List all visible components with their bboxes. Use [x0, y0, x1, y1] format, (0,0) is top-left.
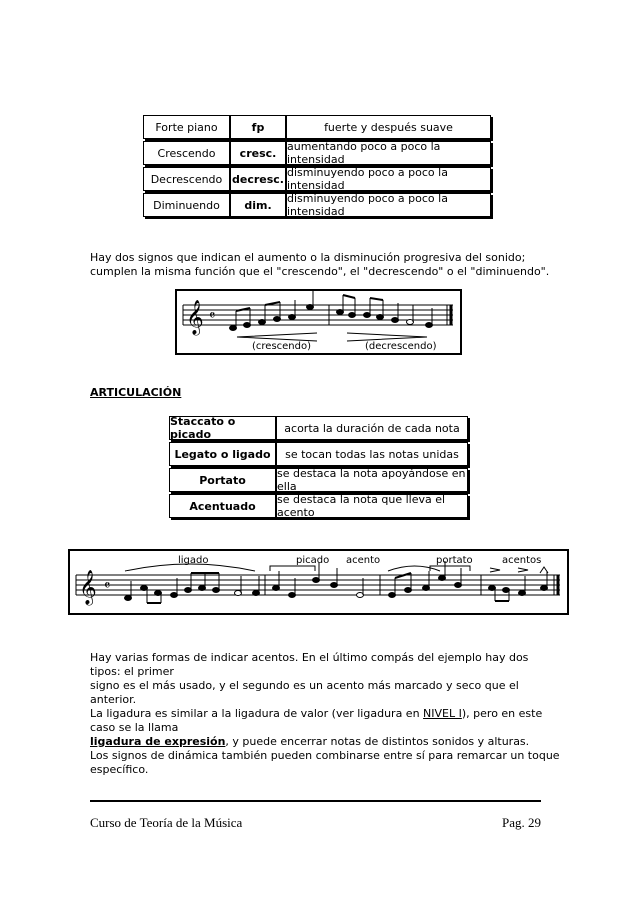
- music-example-dynamics: [175, 289, 462, 355]
- nivel-link[interactable]: NIVEL I: [423, 707, 462, 720]
- articulation-name: Legato o ligado: [169, 442, 276, 466]
- table-row: [143, 167, 491, 191]
- table-row: [143, 193, 491, 217]
- svg-text:𝄞: 𝄞: [186, 300, 204, 335]
- ligadura-expresion-term: ligadura de expresión: [90, 735, 226, 748]
- table-row: [143, 115, 491, 139]
- crescendo-label: (crescendo): [252, 341, 312, 352]
- table-row: [143, 141, 491, 165]
- dynamics-meaning: disminuyendo poco a poco la intensidad: [286, 167, 491, 191]
- footer-course-title: Curso de Teoría de la Música: [90, 815, 243, 830]
- articulation-name: Staccato o picado: [169, 416, 276, 440]
- dynamics-name: Crescendo: [143, 141, 230, 165]
- ligado-label: ligado: [178, 555, 209, 566]
- articulation-meaning: se tocan todas las notas unidas: [276, 442, 468, 466]
- dynamics-name: Diminuendo: [143, 193, 230, 217]
- text-line: ), pero en este caso se la llama: [90, 707, 543, 734]
- svg-text:𝄴: 𝄴: [209, 308, 216, 324]
- articulation-name: Acentuado: [169, 494, 276, 518]
- svg-text:𝄴: 𝄴: [104, 578, 111, 594]
- dynamics-meaning: fuerte y después suave: [286, 115, 491, 139]
- paragraph-accents: [90, 651, 560, 777]
- footer-page-number: Pag. 29: [502, 815, 541, 830]
- dynamics-meaning: aumentando poco a poco la intensidad: [286, 141, 491, 165]
- paragraph-dynamics: Hay dos signos que indican el aumento o la disminución progresiva del sonido; cumplen la misma función que el "crescendo", el "decrescendo" o el "diminuendo".: [90, 251, 550, 278]
- table-row: [169, 442, 468, 466]
- svg-text:𝄞: 𝄞: [79, 570, 97, 605]
- staff-svg: [70, 551, 567, 613]
- footer-divider: [90, 800, 541, 802]
- articulation-name: Portato: [169, 468, 276, 492]
- text-line: Hay varias formas de indicar acentos. En el último compás del ejemplo hay dos tipos: el primer: [90, 651, 529, 678]
- dynamics-abbr: cresc.: [230, 141, 286, 165]
- portato-label: portato: [436, 555, 473, 566]
- dynamics-name: Forte piano: [143, 115, 230, 139]
- table-row: [169, 494, 468, 518]
- table-row: [169, 416, 468, 440]
- text-line: Los signos de dinámica también pueden combinarse entre sí para remarcar un toque específico.: [90, 749, 560, 776]
- dynamics-abbr: decresc.: [230, 167, 286, 191]
- text-line: signo es el más usado, y el segundo es un acento más marcado y seco que el anterior.: [90, 679, 519, 706]
- dynamics-abbr: dim.: [230, 193, 286, 217]
- dynamics-name: Decrescendo: [143, 167, 230, 191]
- articulation-meaning: se destaca la nota que lleva el acento: [276, 494, 468, 518]
- acento-label: acento: [346, 555, 381, 566]
- articulation-meaning: acorta la duración de cada nota: [276, 416, 468, 440]
- acentos-label: acentos: [502, 555, 542, 566]
- decrescendo-label: (decrescendo): [365, 341, 437, 352]
- dynamics-abbr: fp: [230, 115, 286, 139]
- staff-svg: [177, 291, 460, 353]
- articulation-meaning: se destaca la nota apoyándose en ella: [276, 468, 468, 492]
- picado-label: picado: [296, 555, 330, 566]
- text-line: La ligadura es similar a la ligadura de valor (ver ligadura en: [90, 707, 424, 720]
- articulation-heading: ARTICULACIÓN: [90, 386, 182, 399]
- text-line: , y puede encerrar notas de distintos sonidos y alturas.: [225, 735, 530, 748]
- dynamics-meaning: disminuyendo poco a poco la intensidad: [286, 193, 491, 217]
- table-row: [169, 468, 468, 492]
- music-example-articulation: [68, 549, 569, 615]
